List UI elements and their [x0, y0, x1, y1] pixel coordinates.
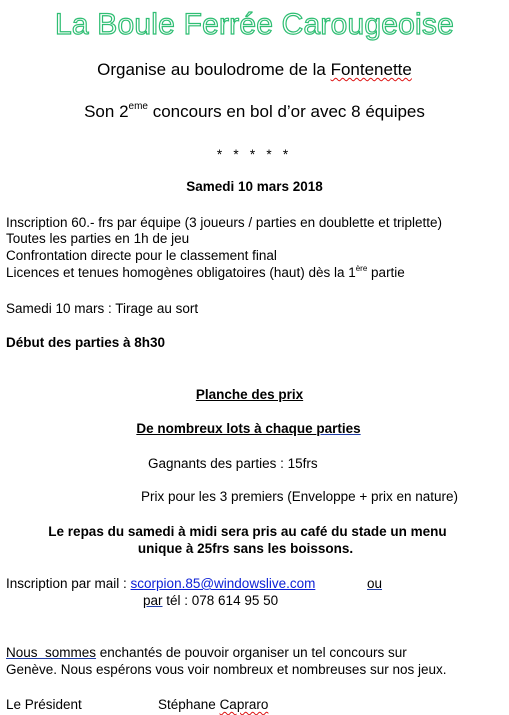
or-word: ou [367, 576, 383, 591]
inscription-label: Inscription par mail : [6, 576, 131, 591]
closing-nous: Nous sommes [6, 645, 97, 660]
closing-line-2: Genève. Nous espérons vous voir nombreux et nombreuses sur nos jeux. [6, 662, 447, 677]
lots-line [0, 421, 503, 437]
lots-word: parties [316, 421, 361, 436]
event-date: Samedi 10 mars 2018 [186, 179, 323, 194]
organiser-line [0, 60, 509, 80]
detail-licences-end: partie [367, 265, 405, 280]
start-time: Début des parties à 8h30 [6, 335, 166, 350]
detail-licences-sup: ère [355, 264, 368, 273]
star-separator: * * * * * [216, 147, 289, 162]
tirage-line: Samedi 10 mars : Tirage au sort [6, 301, 199, 316]
detail-registration: Inscription 60.- frs par équipe (3 joueurs / parties en doublette et triplette) [6, 215, 442, 230]
detail-licences-text: Licences et tenues homogènes obligatoires (haut) dès la 1 [6, 265, 356, 280]
signature-role: Le Président [6, 697, 82, 712]
meal-line-1: Le repas du samedi à midi sera pris au café du stade un menu [48, 524, 447, 539]
meal-line-2: unique à 25frs sans les boissons. [137, 541, 354, 556]
lots-text: De nombreux lots à chaque [136, 421, 317, 436]
winners-prize: Gagnants des parties : 15frs [148, 456, 318, 471]
prizes-heading-text: Planche des prix [195, 387, 304, 402]
detail-duration: Toutes les parties en 1h de jeu [6, 231, 190, 246]
phone-number: tél : 078 614 95 50 [162, 593, 279, 608]
phone-line [143, 593, 278, 609]
concours-prefix: Son 2 [84, 102, 129, 121]
closing-line-1 [6, 645, 407, 661]
signature-last-name: Capraro [219, 697, 269, 712]
page-title: La Boule Ferrée Carougeoise [55, 8, 454, 41]
top3-prize: Prix pour les 3 premiers (Enveloppe + prix en nature) [141, 489, 459, 504]
concours-text: concours en bol d’or avec 8 équipes [147, 102, 425, 121]
organiser-text: Organise au boulodrome de la [97, 60, 331, 79]
signature-name [158, 697, 268, 713]
venue-name: Fontenette [330, 60, 412, 79]
signature-first-name: Stéphane [158, 697, 220, 712]
prizes-heading [0, 387, 504, 403]
par-word: par [143, 593, 163, 608]
concours-line [0, 102, 509, 122]
concours-ordinal: eme [128, 101, 148, 112]
detail-ranking: Confrontation directe pour le classement final [6, 248, 277, 263]
closing-text: enchantés de pouvoir organiser un tel concours sur [96, 645, 407, 660]
detail-licences [6, 265, 405, 281]
email-link[interactable]: scorpion.85@windowslive.com [130, 576, 316, 591]
inscription-line [6, 576, 315, 592]
